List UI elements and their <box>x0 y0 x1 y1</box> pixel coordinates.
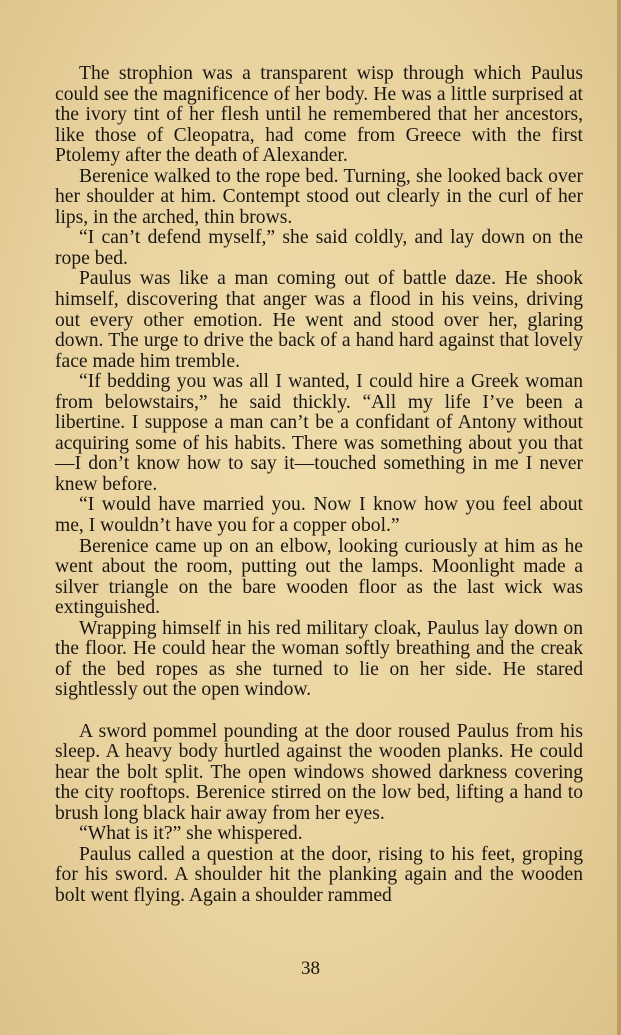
paragraph: The strophion was a transparent wisp through which Paulus could see the magnificence of her body. He was a little surprised at the ivory tint of her flesh until he remembered that her ancestors, like those of Cleopatra, had come from Greece with the first Ptolemy after the death of Alexander. <box>55 63 583 167</box>
paragraph: “I would have married you. Now I know how you feel about me, I wouldn’t have you for a copper obol.” <box>55 494 583 537</box>
paragraph: “If bedding you was all I wanted, I could hire a Greek woman from belowstairs,” he said thickly. “All my life I’ve been a libertine. I suppose a man can’t be a confidant of Antony without acquiring some of his habits. There was something about you that—I don’t know how to say it—touched something in me I never knew before. <box>55 371 583 495</box>
page-number: 38 <box>301 958 320 979</box>
paragraph: Paulus called a question at the door, rising to his feet, groping for his sword. A shoulder hit the planking again and the wooden bolt went flying. Again a shoulder rammed <box>55 843 583 906</box>
body-text <box>55 64 583 906</box>
section-break <box>55 701 583 722</box>
paragraph: A sword pommel pounding at the door roused Paulus from his sleep. A heavy body hurtled against the wooden planks. He could hear the bolt split. The open windows showed darkness covering the city rooftops. Berenice stirred on the low bed, lifting a hand to brush long black hair away from her eyes. <box>55 720 583 824</box>
paragraph: “What is it?” she whispered. <box>79 823 303 845</box>
page-edge <box>617 0 621 1035</box>
paragraph: “I can’t defend myself,” she said coldly, and lay down on the rope bed. <box>55 227 583 269</box>
paragraph: Berenice walked to the rope bed. Turning, she looked back over her shoulder at him. Contempt stood out clearly in the curl of her lips, in the arched, thin brows. <box>55 165 583 228</box>
paragraph: Paulus was like a man coming out of battle daze. He shook himself, discovering that anger was a flood in his veins, driving out every other emotion. He went and stood over her, glaring down. The urge to drive the back of a hand hard against that lovely face made him tremble. <box>55 268 583 372</box>
paragraph: Berenice came up on an elbow, looking curiously at him as he went about the room, putting out the lamps. Moonlight made a silver triangle on the bare wooden floor as the last wick was extinguished. <box>55 535 583 619</box>
paragraph: Wrapping himself in his red military cloak, Paulus lay down on the floor. He could hear the woman softly breathing and the creak of the bed ropes as she turned to lie on her side. He stared sightlessly out the open window. <box>55 617 583 701</box>
